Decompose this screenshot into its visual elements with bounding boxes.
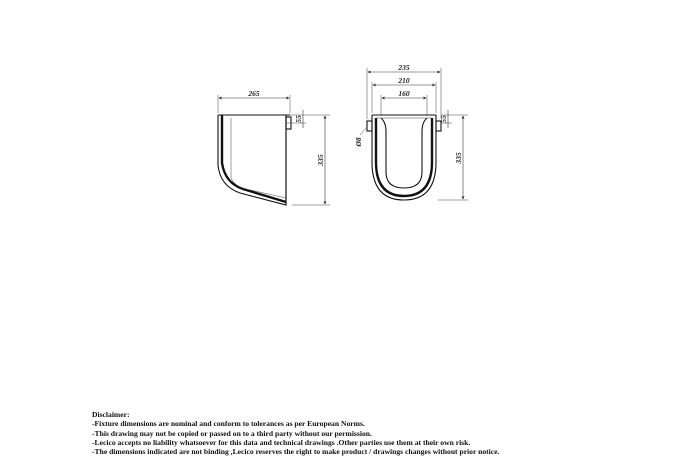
front-mid-width-label: 210 — [398, 76, 410, 85]
front-outer-width-label: 235 — [398, 63, 410, 72]
front-view-heavy-edge — [376, 118, 432, 196]
front-view — [354, 63, 468, 200]
side-view-inner-line — [231, 118, 286, 198]
front-inner-width-label: 160 — [398, 89, 410, 98]
front-offset-label: 55 — [439, 115, 448, 123]
side-view — [218, 89, 330, 205]
disclaimer-line: -This drawing may not be copied or passed on to a third party without our permission. — [92, 428, 372, 438]
front-height-label: 335 — [454, 152, 463, 164]
disclaimer-title: Disclaimer: — [92, 410, 130, 419]
disclaimer-line: -Lecico accepts no liability whatsoever for this data and technical drawings .Other parties use them at their own risk. — [92, 437, 471, 447]
side-offset-label: 55 — [294, 115, 303, 123]
side-width-label: 265 — [248, 89, 260, 98]
disclaimer-line: -Fixture dimensions are nominal and conform to tolerances as per European Norms. — [92, 419, 365, 429]
disclaimer-line: -The dimensions indicated are not binding ,Lecico reserves the right to make product / drawings changes without prior notice. — [92, 447, 500, 457]
front-hole-leader — [360, 127, 367, 135]
front-view-left-bracket — [367, 121, 372, 131]
disclaimer-block — [92, 410, 672, 456]
front-hole-label: Ø8 — [354, 137, 363, 147]
front-view-inner-outline — [381, 118, 427, 188]
side-height-label: 335 — [316, 154, 325, 166]
